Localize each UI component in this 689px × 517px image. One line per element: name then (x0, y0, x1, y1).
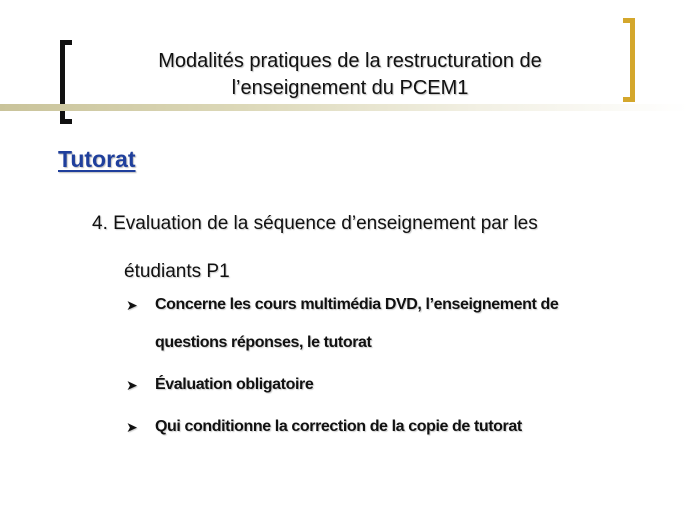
bullet-item (126, 408, 666, 446)
section-heading: Tutorat (58, 146, 136, 172)
numbered-point-line-1: 4. Evaluation de la séquence d’enseignement par les (92, 213, 538, 234)
arrowhead-right-icon: ➤ (126, 297, 138, 313)
bullet-item-line-1: Évaluation obligatoire (155, 376, 314, 393)
right-bracket-decoration (623, 18, 635, 102)
arrowhead-right-icon: ➤ (126, 377, 138, 393)
numbered-point (92, 200, 652, 296)
bullet-item-line-1: Concerne les cours multimédia DVD, l’enseignement de (155, 296, 559, 313)
title-gradient-band (0, 104, 689, 111)
bullet-item (126, 286, 666, 362)
numbered-point-line-2: étudiants P1 (124, 261, 230, 282)
slide-title-line-1: Modalités pratiques de la restructuration de (158, 50, 542, 72)
bullet-item (126, 366, 666, 404)
bullet-item-line-1: Qui conditionne la correction de la copie de tutorat (155, 418, 522, 435)
left-bracket-decoration (60, 40, 72, 124)
slide-title-line-2: l’enseignement du PCEM1 (231, 77, 469, 99)
slide-title (90, 48, 610, 102)
bullet-item-line-2: questions réponses, le tutorat (155, 334, 372, 351)
arrowhead-right-icon: ➤ (126, 419, 138, 435)
bullet-list (126, 286, 666, 450)
